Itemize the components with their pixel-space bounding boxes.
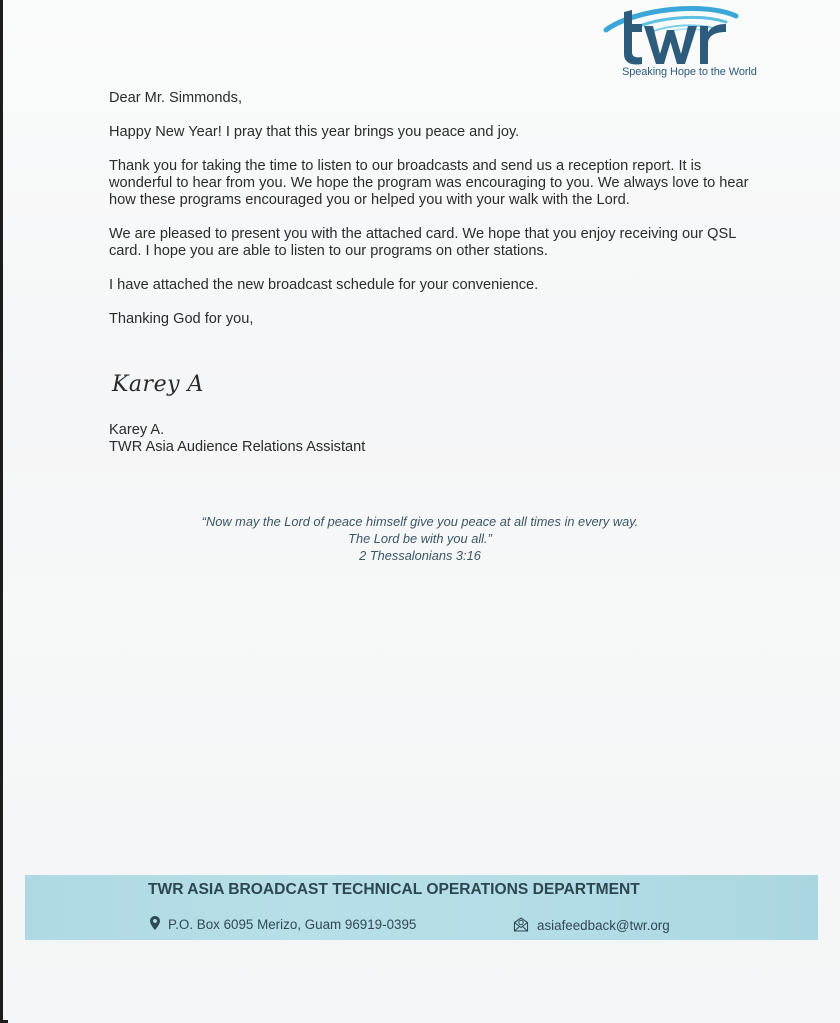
letter-body	[109, 90, 749, 345]
paragraph-thank-you: Thank you for taking the time to listen to our broadcasts and send us a reception report. It is wonderful to hear from you. We hope the program was encouraging to you. We always love to hear how these programs encouraged you or helped you with your walk with the Lord.	[109, 158, 749, 208]
signer-title: TWR Asia Audience Relations Assistant	[109, 439, 366, 455]
paragraph-new-year: Happy New Year! I pray that this year brings you peace and joy.	[109, 124, 520, 140]
scripture-quote	[140, 513, 700, 564]
signer-name: Karey A.	[109, 422, 165, 438]
verse-line-2: The Lord be with you all.”	[348, 531, 492, 546]
paragraph-qsl-card: We are pleased to present you with the attached card. We hope that you enjoy receiving our QSL card. I hope you are able to listen to our programs on other stations.	[109, 226, 736, 259]
map-pin-icon	[150, 916, 160, 933]
address-text: P.O. Box 6095 Merizo, Guam 96919-0395	[168, 917, 417, 932]
footer-department-title: TWR ASIA BROADCAST TECHNICAL OPERATIONS DEPARTMENT	[148, 881, 640, 898]
footer-email	[513, 916, 670, 935]
closing: Thanking God for you,	[109, 311, 254, 327]
scan-edge-left	[0, 0, 3, 1023]
signer-block	[109, 422, 365, 456]
handwritten-signature: Karey A	[112, 372, 204, 397]
twr-logo-mark	[596, 2, 756, 68]
envelope-icon	[513, 916, 529, 935]
footer-address	[150, 916, 416, 933]
salutation: Dear Mr. Simmonds,	[109, 90, 242, 106]
logo-tagline: Speaking Hope to the World	[622, 66, 757, 78]
twr-logo	[596, 2, 756, 82]
verse-reference: 2 Thessalonians 3:16	[359, 548, 481, 563]
paragraph-schedule: I have attached the new broadcast schedule for your convenience.	[109, 277, 539, 293]
verse-line-1: “Now may the Lord of peace himself give you peace at all times in every way.	[201, 514, 639, 529]
email-link[interactable]: asiafeedback@twr.org	[537, 918, 670, 933]
